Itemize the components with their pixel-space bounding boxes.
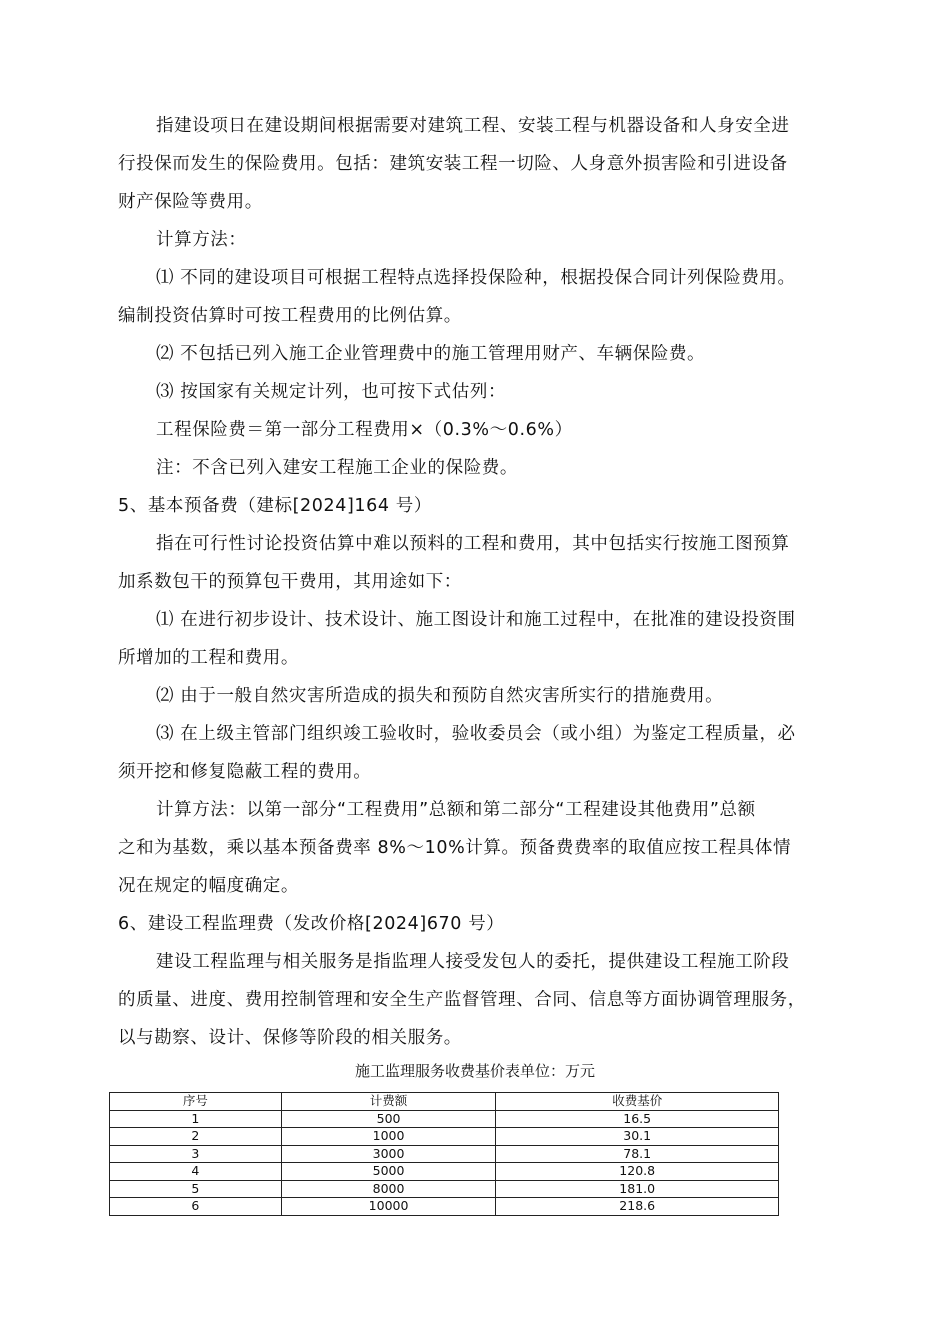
reserve-item-3-line-2: 须开挖和修复隐蔽工程的费用。 — [118, 762, 372, 782]
supervision-definition-line-3: 以与勘察、设计、保修等阶段的相关服务。 — [118, 1028, 462, 1048]
list-item-1-line-1: ⑴ 不同的建设项目可根据工程特点选择投保险种，根据投保合同计列保险费用。 — [156, 268, 796, 288]
cell-index: 6 — [110, 1198, 282, 1216]
section-heading-6: 6、建设工程监理费（发改价格[2024]670 号） — [118, 914, 505, 934]
note-insurance: 注：不含已列入建安工程施工企业的保险费。 — [156, 458, 518, 478]
cell-base-price: 78.1 — [496, 1145, 779, 1163]
paragraph-insurance-definition-line-2: 行投保而发生的保险费用。包括：建筑安装工程一切险、人身意外损害险和引进设备 — [118, 154, 788, 174]
table-row — [110, 1163, 779, 1181]
cell-index: 1 — [110, 1110, 282, 1128]
list-item-1-line-2: 编制投资估算时可按工程费用的比例估算。 — [118, 306, 462, 326]
table-caption: 施工监理服务收费基价表单位：万元 — [354, 1062, 595, 1080]
list-item-3: ⑶ 按国家有关规定计列，也可按下式估列： — [156, 382, 507, 402]
list-item-2: ⑵ 不包括已列入施工企业管理费中的施工管理用财产、车辆保险费。 — [156, 344, 706, 364]
column-header-index: 序号 — [110, 1093, 282, 1111]
reserve-item-2: ⑵ 由于一般自然灾害所造成的损失和预防自然灾害所实行的措施费用。 — [156, 686, 724, 706]
cell-fee-amount: 8000 — [281, 1180, 496, 1198]
cell-index: 4 — [110, 1163, 282, 1181]
cell-index: 2 — [110, 1128, 282, 1146]
cell-base-price: 181.0 — [496, 1180, 779, 1198]
supervision-fee-table — [109, 1092, 779, 1216]
table-row — [110, 1110, 779, 1128]
reserve-calc-line-1: 计算方法：以第一部分“工程费用”总额和第二部分“工程建设其他费用”总额 — [156, 800, 756, 820]
paragraph-insurance-definition-line-3: 财产保险等费用。 — [118, 192, 263, 212]
column-header-fee-amount: 计费额 — [281, 1093, 496, 1111]
cell-base-price: 120.8 — [496, 1163, 779, 1181]
cell-base-price: 30.1 — [496, 1128, 779, 1146]
formula-insurance-fee: 工程保险费＝第一部分工程费用×（0.3%～0.6%） — [156, 420, 573, 440]
column-header-base-price: 收费基价 — [496, 1093, 779, 1111]
cell-fee-amount: 500 — [281, 1110, 496, 1128]
paragraph-insurance-definition-line-1: 指建设项日在建设期间根据需要对建筑工程、安装工程与机器设备和人身安全进 — [156, 116, 790, 136]
table-row — [110, 1128, 779, 1146]
paragraph-reserve-definition-line-2: 加系数包干的预算包干费用，其用途如下： — [118, 572, 462, 592]
table-row — [110, 1145, 779, 1163]
paragraph-calc-method-label: 计算方法： — [156, 230, 247, 250]
reserve-item-1-line-1: ⑴ 在进行初步设计、技术设计、施工图设计和施工过程中，在批准的建设投资围 — [156, 610, 796, 630]
section-heading-5: 5、基本预备费（建标[2024]164 号） — [118, 496, 432, 516]
table-row — [110, 1198, 779, 1216]
table-header-row — [110, 1093, 779, 1111]
cell-base-price: 218.6 — [496, 1198, 779, 1216]
cell-base-price: 16.5 — [496, 1110, 779, 1128]
supervision-definition-line-2: 的质量、进度、费用控制管理和安全生产监督管理、合同、信息等方面协调管理服务， — [118, 990, 806, 1010]
cell-fee-amount: 10000 — [281, 1198, 496, 1216]
reserve-calc-line-3: 况在规定的幅度确定。 — [118, 876, 299, 896]
reserve-calc-line-2: 之和为基数，乘以基本预备费率 8%～10%计算。预备费费率的取值应按工程具体情 — [118, 838, 792, 858]
table-row — [110, 1180, 779, 1198]
reserve-item-1-line-2: 所增加的工程和费用。 — [118, 648, 299, 668]
supervision-definition-line-1: 建设工程监理与相关服务是指监理人接受发包人的委托，提供建设工程施工阶段 — [156, 952, 790, 972]
cell-fee-amount: 3000 — [281, 1145, 496, 1163]
cell-fee-amount: 1000 — [281, 1128, 496, 1146]
reserve-item-3-line-1: ⑶ 在上级主管部门组织竣工验收时，验收委员会（或小组）为鉴定工程质量，必 — [156, 724, 796, 744]
cell-index: 5 — [110, 1180, 282, 1198]
cell-index: 3 — [110, 1145, 282, 1163]
cell-fee-amount: 5000 — [281, 1163, 496, 1181]
paragraph-reserve-definition-line-1: 指在可行性讨论投资估算中难以预料的工程和费用，其中包括实行按施工图预算 — [156, 534, 790, 554]
